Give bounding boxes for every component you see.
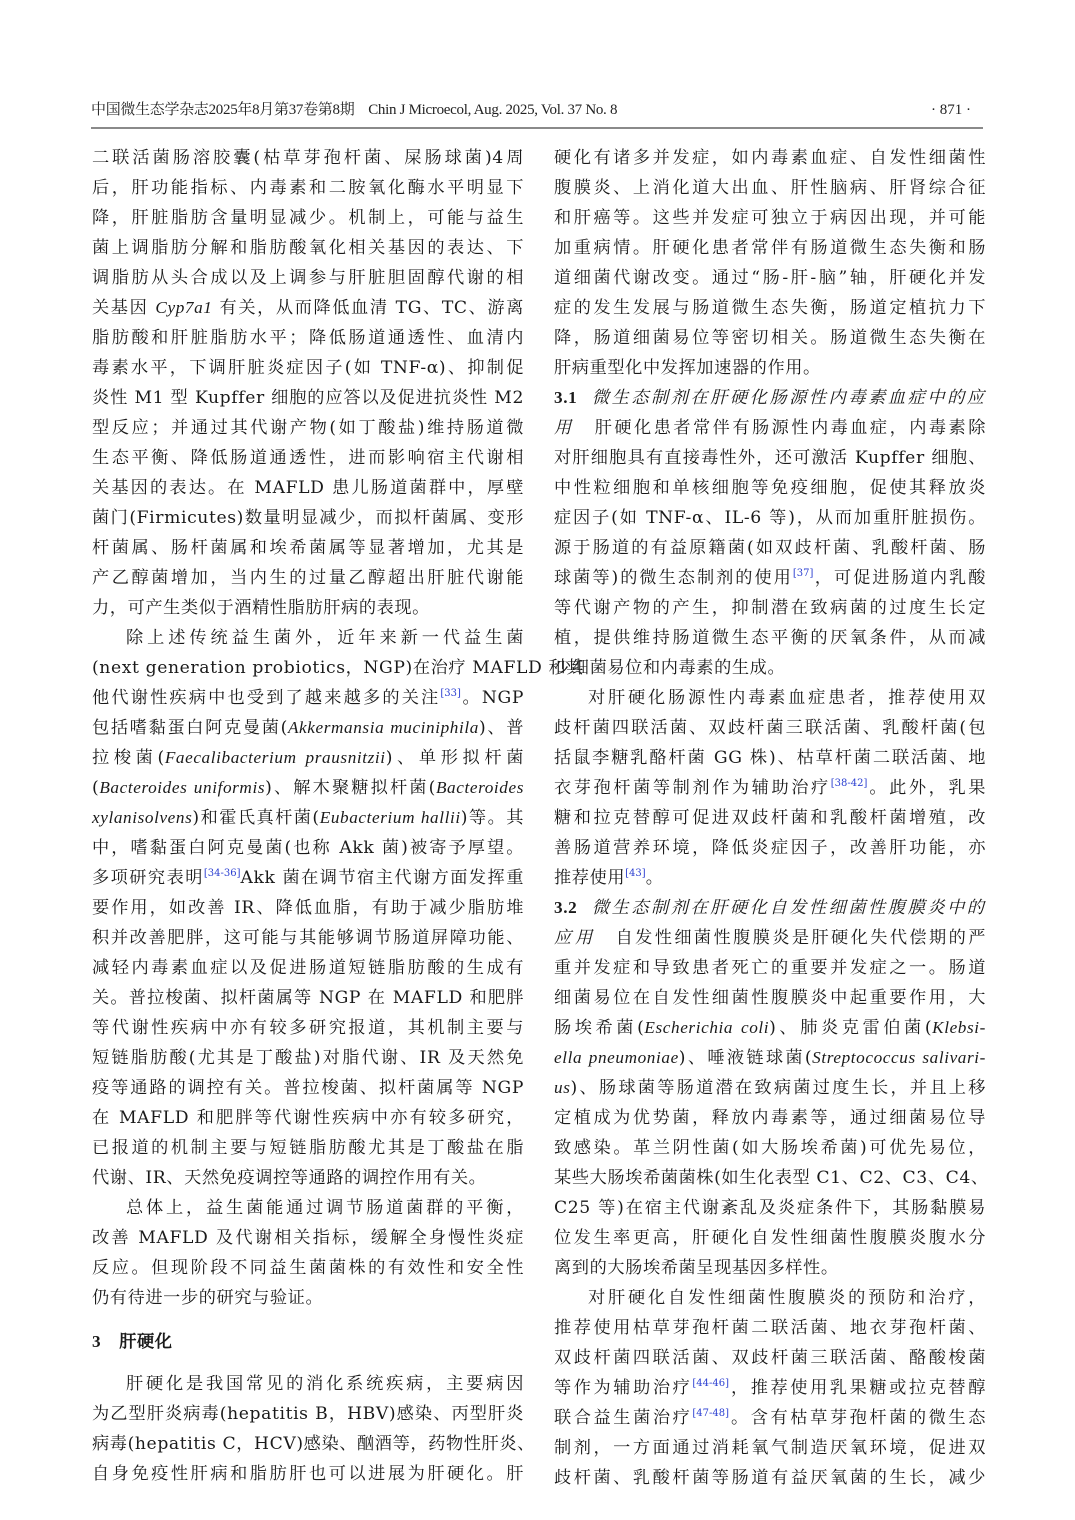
text-segment: 糖和拉克替醇可促进双歧杆菌和乳酸杆菌增殖，改 — [554, 808, 986, 828]
section-heading — [92, 1327, 524, 1357]
text-line — [92, 1223, 524, 1253]
text-segment: 他代谢性疾病中也受到了越来越多的关注 — [92, 688, 441, 708]
text-segment: 有关，从而降低血清 TG、TC、游离 — [212, 298, 524, 318]
text-line — [554, 743, 986, 773]
citation-link[interactable]: [44-46] — [692, 1378, 730, 1389]
text-segment: 推荐使用枯草芽孢杆菌二联活菌、地衣芽孢杆菌、 — [554, 1318, 986, 1338]
text-line — [92, 143, 524, 173]
text-line — [554, 1463, 986, 1493]
text-line — [554, 1103, 986, 1133]
subsection-title-continued: 应用 — [554, 928, 596, 948]
text-line — [554, 1283, 986, 1313]
citation-link[interactable]: [34-36] — [203, 868, 241, 879]
text-line — [92, 1369, 524, 1399]
text-segment: 植，提供维持肠道微生态平衡的厌氧条件，从而减 — [554, 628, 986, 648]
text-segment: 球菌等)的微生态制剂的使用 — [554, 568, 793, 588]
text-segment: 和肝癌等。这些并发症可独立于病因出现，并可能 — [554, 208, 986, 228]
text-line — [554, 983, 986, 1013]
text-segment: 菌上调脂肪分解和脂肪酸氧化相关基因的表达、下 — [92, 238, 524, 258]
text-segment: 歧杆菌四联活菌、双歧杆菌三联活菌、乳酸杆菌(包 — [554, 718, 986, 738]
text-line — [92, 1429, 535, 1459]
text-segment: 关基因 — [92, 298, 156, 318]
text-segment: 除上述传统益生菌外，近年来新一代益生菌 — [126, 628, 524, 648]
text-line — [554, 353, 986, 383]
italic-term: Faecalibacterium prausnitzii — [164, 748, 386, 767]
text-segment: 包括嗜黏蛋白阿克曼菌( — [92, 718, 288, 738]
text-segment: 硬化有诸多并发症，如内毒素血症、自发性细菌性 — [554, 148, 986, 168]
text-segment: 致感染。革兰阴性菌(如大肠埃希菌)可优先易位， — [554, 1138, 986, 1158]
text-segment: 制剂，一方面通过消耗氧气制造厌氧环境，促进双 — [554, 1438, 986, 1458]
text-segment: 。NGP — [460, 688, 524, 708]
italic-term: Eubacterium hallii — [319, 808, 461, 827]
italic-term: Akkermansia muciniphila — [287, 718, 479, 737]
text-segment: 源于肠道的有益原籍菌(如双歧杆菌、乳酸杆菌、肠 — [554, 538, 986, 558]
text-line — [92, 203, 524, 233]
text-line — [92, 563, 524, 593]
text-segment: 关。普拉梭菌、拟杆菌属等 NGP 在 MAFLD 和肥胖 — [92, 988, 524, 1008]
text-line — [92, 713, 524, 743]
text-segment: 双歧杆菌四联活菌、双歧杆菌三联活菌、酪酸梭菌 — [554, 1348, 986, 1368]
text-segment: 腹膜炎、上消化道大出血、肝性脑病、肝肾综合征 — [554, 178, 986, 198]
text-line — [554, 833, 986, 863]
section-number: 3 — [92, 1332, 102, 1351]
text-line — [554, 1043, 986, 1073]
header-rule — [91, 127, 983, 129]
italic-term: Streptococcus salivari- — [812, 1048, 986, 1067]
text-segment: 衣芽孢杆菌等制剂作为辅助治疗 — [554, 778, 831, 798]
text-segment: 中，嗜黏蛋白阿克曼菌(也称 Akk 菌)被寄予厚望。 — [92, 838, 524, 858]
text-line — [554, 1343, 986, 1373]
text-line — [92, 1163, 524, 1193]
text-segment: 等作为辅助治疗 — [554, 1378, 693, 1398]
text-line — [554, 1073, 986, 1103]
text-line — [554, 473, 986, 503]
text-segment: )、唾液链球菌( — [678, 1048, 813, 1068]
section-title: 肝硬化 — [119, 1332, 173, 1352]
text-line — [554, 1403, 986, 1433]
text-segment: 歧杆菌、乳酸杆菌等肠道有益厌氧菌的生长，减少 — [554, 1468, 986, 1488]
text-segment: 关基因的表达。在 MAFLD 患儿肠道菌群中，厚壁 — [92, 478, 524, 498]
text-segment: )、普 — [478, 718, 524, 738]
text-segment: 拉梭菌( — [92, 748, 165, 768]
text-segment: 自身免疫性肝病和脂肪肝也可以进展为肝硬化。肝 — [92, 1464, 524, 1484]
text-line — [554, 143, 986, 173]
text-line — [92, 353, 524, 383]
italic-term: us — [554, 1078, 571, 1097]
text-segment: 肝病重型化中发挥加速器的作用。 — [554, 358, 821, 378]
text-segment: 已报道的机制主要与短链脂肪酸尤其是丁酸盐在脂 — [92, 1138, 524, 1158]
text-segment: 后，肝功能指标、内毒素和二胺氧化酶水平明显下 — [92, 178, 524, 198]
text-segment: 型反应；并通过其代谢产物(如丁酸盐)维持肠道微 — [92, 418, 524, 438]
text-segment: 生态平衡、降低肠道通透性，进而影响宿主代谢相 — [92, 448, 524, 468]
text-line — [92, 1193, 524, 1223]
text-line — [554, 1373, 986, 1403]
text-segment: 道细菌代谢改变。通过“肠-肝-脑”轴，肝硬化并发 — [554, 268, 986, 288]
italic-term: Escherichia coli — [644, 1018, 770, 1037]
text-segment: 脂肪酸和肝脏脂肪水平；降低肠道通透性、血清内 — [92, 328, 524, 348]
text-segment: 等代谢产物的产生，抑制潜在致病菌的过度生长定 — [554, 598, 986, 618]
text-segment: 位发生率更高，肝硬化自发性细菌性腹膜炎腹水分 — [554, 1228, 986, 1248]
text-line — [92, 1013, 524, 1043]
text-line — [92, 683, 524, 713]
text-segment: )、肠球菌等肠道潜在致病菌过度生长，并且上移 — [570, 1078, 986, 1098]
page-number: · 871 · — [931, 102, 971, 118]
text-line — [92, 383, 524, 413]
text-segment: 善肠道营养环境，降低炎症因子，改善肝功能，亦 — [554, 838, 986, 858]
text-segment: 积并改善肥胖，这可能与其能够调节肠道屏障功能、 — [92, 928, 524, 948]
text-line — [92, 1283, 524, 1313]
journal-citation — [91, 99, 617, 121]
text-segment: 某些大肠埃希菌菌株(如生化表型 C1、C2、C3、C4、 — [554, 1168, 989, 1188]
citation-link[interactable]: [33] — [440, 688, 461, 699]
text-segment: 肝硬化患者常伴有肠源性内毒血症，内毒素除 — [575, 418, 986, 438]
text-line — [92, 1043, 524, 1073]
text-line — [554, 1253, 986, 1283]
text-line — [92, 413, 524, 443]
text-line — [554, 593, 986, 623]
text-segment: )、肺炎克雷伯菌( — [769, 1018, 933, 1038]
text-segment: 要作用，如改善 IR、降低血脂，有助于减少脂肪堆 — [92, 898, 524, 918]
text-segment: 症的发生发展与肠道微生态失衡，肠道定植抗力下 — [554, 298, 986, 318]
text-line — [92, 293, 524, 323]
text-line — [92, 953, 524, 983]
citation-link[interactable]: [38-42] — [830, 778, 868, 789]
text-line — [554, 1133, 986, 1163]
text-segment: 重并发症和导致患者死亡的重要并发症之一。肠道 — [554, 958, 986, 978]
citation-link[interactable]: [43] — [625, 868, 646, 879]
text-line — [92, 1103, 524, 1133]
text-line — [92, 233, 524, 263]
text-line — [554, 1313, 986, 1343]
text-line — [92, 923, 524, 953]
text-segment: 仍有待进一步的研究与验证。 — [92, 1288, 324, 1308]
text-line — [554, 863, 986, 893]
text-line — [554, 443, 986, 473]
text-line — [554, 653, 986, 683]
text-line — [554, 1163, 989, 1193]
text-segment: 对肝硬化自发性细菌性腹膜炎的预防和治疗， — [588, 1288, 986, 1308]
text-segment: (next generation probiotics，NGP)在治疗 MAFLD 和其 — [92, 658, 585, 678]
text-segment: 改善 MAFLD 及代谢相关指标，缓解全身慢性炎症 — [92, 1228, 524, 1248]
text-segment: 自发性细菌性腹膜炎是肝硬化失代偿期的严 — [595, 928, 986, 948]
right-column — [554, 143, 989, 1493]
citation-link[interactable]: [47-48] — [692, 1408, 730, 1419]
text-line — [92, 893, 524, 923]
text-line — [554, 503, 986, 533]
text-line — [554, 713, 986, 743]
text-line — [554, 803, 986, 833]
text-segment: 反应。但现阶段不同益生菌菌株的有效性和安全性 — [92, 1258, 524, 1278]
running-header — [91, 99, 983, 121]
citation-link[interactable]: [37] — [792, 568, 814, 579]
text-line — [554, 953, 986, 983]
text-segment: 在 MAFLD 和肥胖等代谢性疾病中亦有较多研究， — [92, 1108, 524, 1128]
text-line — [554, 1223, 986, 1253]
text-line — [554, 773, 986, 803]
text-segment: 力，可产生类似于酒精性脂肪肝病的表现。 — [92, 598, 430, 618]
italic-term: Klebsi- — [932, 1018, 986, 1037]
text-line — [92, 533, 524, 563]
text-segment: 病毒(hepatitis C，HCV)感染、酗酒等，药物性肝炎、 — [92, 1434, 535, 1454]
text-line — [92, 503, 524, 533]
text-segment: 等代谢性疾病中亦有较多研究报道，其机制主要与 — [92, 1018, 524, 1038]
text-line — [554, 1193, 986, 1223]
subsection-title-continued: 用 — [554, 418, 576, 438]
text-line — [92, 803, 524, 833]
text-segment: )、单形拟杆菌 — [385, 748, 524, 768]
text-segment: 少细菌易位和内毒素的生成。 — [554, 658, 786, 678]
text-segment: 为乙型肝炎病毒(hepatitis B，HBV)感染、丙型肝炎 — [92, 1404, 524, 1424]
text-line — [92, 863, 524, 893]
text-segment: )等。其 — [460, 808, 524, 828]
text-line — [92, 1399, 524, 1429]
text-segment: 肠埃希菌( — [554, 1018, 645, 1038]
text-segment: 杆菌属、肠杆菌属和埃希菌属等显著增加，尤其是 — [92, 538, 524, 558]
text-line — [92, 473, 524, 503]
journal-name-en: Chin J Microecol, Aug. 2025, Vol. 37 No. 8 — [368, 102, 618, 118]
text-segment: 疫等通路的调控有关。普拉梭菌、拟杆菌属等 NGP — [92, 1078, 524, 1098]
text-segment: ，推荐使用乳果糖或拉克替醇 — [729, 1378, 986, 1398]
subsection-title: 微生态制剂在肝硬化肠源性内毒素血症中的应 — [591, 388, 986, 408]
text-line — [92, 743, 524, 773]
text-line — [554, 1433, 986, 1463]
text-segment: 推荐使用 — [554, 868, 626, 888]
text-line — [554, 413, 986, 443]
text-line — [554, 203, 986, 233]
text-line — [92, 323, 524, 353]
text-segment: 症因子(如 TNF-α、IL-6 等)，从而加重肝脏损伤。 — [554, 508, 986, 528]
text-line — [554, 323, 986, 353]
text-segment: 毒素水平，下调肝脏炎症因子(如 TNF-α)、抑制促 — [92, 358, 524, 378]
text-segment: 短链脂肪酸(尤其是丁酸盐)对脂代谢、IR 及天然免 — [92, 1048, 524, 1068]
text-segment: 肝硬化是我国常见的消化系统疾病，主要病因 — [126, 1374, 524, 1394]
text-segment: ，可促进肠道内乳酸 — [813, 568, 986, 588]
text-line — [92, 593, 524, 623]
text-segment: 减轻内毒素血症以及促进肠道短链脂肪酸的生成有 — [92, 958, 524, 978]
text-line — [92, 1073, 524, 1103]
text-line — [92, 653, 585, 683]
text-line — [554, 1013, 986, 1043]
text-segment: )和霍氏真杆菌( — [192, 808, 320, 828]
text-segment: 对肝硬化肠源性内毒素血症患者，推荐使用双 — [588, 688, 986, 708]
text-line — [92, 773, 524, 803]
subsection-heading — [554, 893, 986, 923]
journal-name-cn: 中国微生态学杂志2025年8月第37卷第8期 — [91, 102, 355, 118]
text-segment: 代谢、IR、天然免疫调控等通路的调控作用有关。 — [92, 1168, 487, 1188]
text-line — [554, 263, 986, 293]
text-segment: 离到的大肠埃希菌呈现基因多样性。 — [554, 1258, 839, 1278]
text-line — [554, 623, 986, 653]
text-segment: 总体上，益生菌能通过调节肠道菌群的平衡， — [126, 1198, 524, 1218]
text-segment: 对肝细胞具有直接毒性外，还可激活 Kupffer 细胞、 — [554, 448, 986, 468]
text-line — [92, 1133, 524, 1163]
text-line — [554, 563, 986, 593]
text-segment: 降，肠道细菌易位等密切相关。肠道微生态失衡在 — [554, 328, 986, 348]
text-segment: 定植成为优势菌，释放内毒素等，通过细菌易位导 — [554, 1108, 986, 1128]
subsection-number: 3.2 — [554, 898, 578, 917]
text-line — [554, 293, 986, 323]
text-line — [92, 983, 524, 1013]
text-line — [92, 1459, 524, 1489]
text-segment: 二联活菌肠溶胶囊(枯草芽孢杆菌、屎肠球菌)4周 — [92, 148, 524, 168]
text-segment: 。含有枯草芽孢杆菌的微生态 — [729, 1408, 986, 1428]
text-line — [554, 233, 986, 263]
text-line — [92, 263, 524, 293]
italic-term: Bacteroides uniformis — [99, 778, 266, 797]
text-segment: 。 — [645, 868, 664, 888]
text-segment: 中性粒细胞和单核细胞等免疫细胞，促使其释放炎 — [554, 478, 986, 498]
text-segment: 。此外，乳果 — [867, 778, 986, 798]
italic-term: Bacteroides — [435, 778, 524, 797]
text-line — [92, 173, 524, 203]
text-line — [92, 443, 524, 473]
text-segment: 联合益生菌治疗 — [554, 1408, 693, 1428]
text-line — [92, 1253, 524, 1283]
text-line — [554, 173, 986, 203]
text-segment: 调脂肪从头合成以及上调参与肝脏胆固醇代谢的相 — [92, 268, 524, 288]
text-line — [554, 923, 986, 953]
text-segment: 多项研究表明 — [92, 868, 204, 888]
text-line — [92, 623, 524, 653]
text-segment: 细菌易位在自发性细菌性腹膜炎中起重要作用，大 — [554, 988, 986, 1008]
subsection-number: 3.1 — [554, 388, 578, 407]
text-segment: 降，肝脏脂肪含量明显减少。机制上，可能与益生 — [92, 208, 524, 228]
italic-term: xylanisolvens — [92, 808, 193, 827]
text-segment: 产乙醇菌增加，当内生的过量乙醇超出肝脏代谢能 — [92, 568, 524, 588]
text-segment: )、解木聚糖拟杆菌( — [265, 778, 436, 798]
text-segment: C25 等)在宿主代谢紊乱及炎症条件下，其肠黏膜易 — [554, 1198, 986, 1218]
text-segment: Akk 菌在调节宿主代谢方面发挥重 — [240, 868, 524, 888]
italic-term: Cyp7a1 — [155, 298, 213, 317]
text-segment: 加重病情。肝硬化患者常伴有肠道微生态失衡和肠 — [554, 238, 986, 258]
subsection-title: 微生态制剂在肝硬化自发性细菌性腹膜炎中的 — [591, 898, 986, 918]
italic-term: ella pneumoniae — [554, 1048, 679, 1067]
text-segment: 菌门(Firmicutes)数量明显减少，而拟杆菌属、变形 — [92, 508, 524, 528]
text-segment: 炎性 M1 型 Kupffer 细胞的应答以及促进抗炎性 M2 — [92, 388, 524, 408]
text-segment: 括鼠李糖乳酪杆菌 GG 株)、枯草杆菌二联活菌、地 — [554, 748, 986, 768]
text-line — [554, 533, 986, 563]
text-line — [554, 683, 986, 713]
text-line — [92, 833, 524, 863]
text-segment: ( — [92, 778, 100, 798]
subsection-heading — [554, 383, 986, 413]
